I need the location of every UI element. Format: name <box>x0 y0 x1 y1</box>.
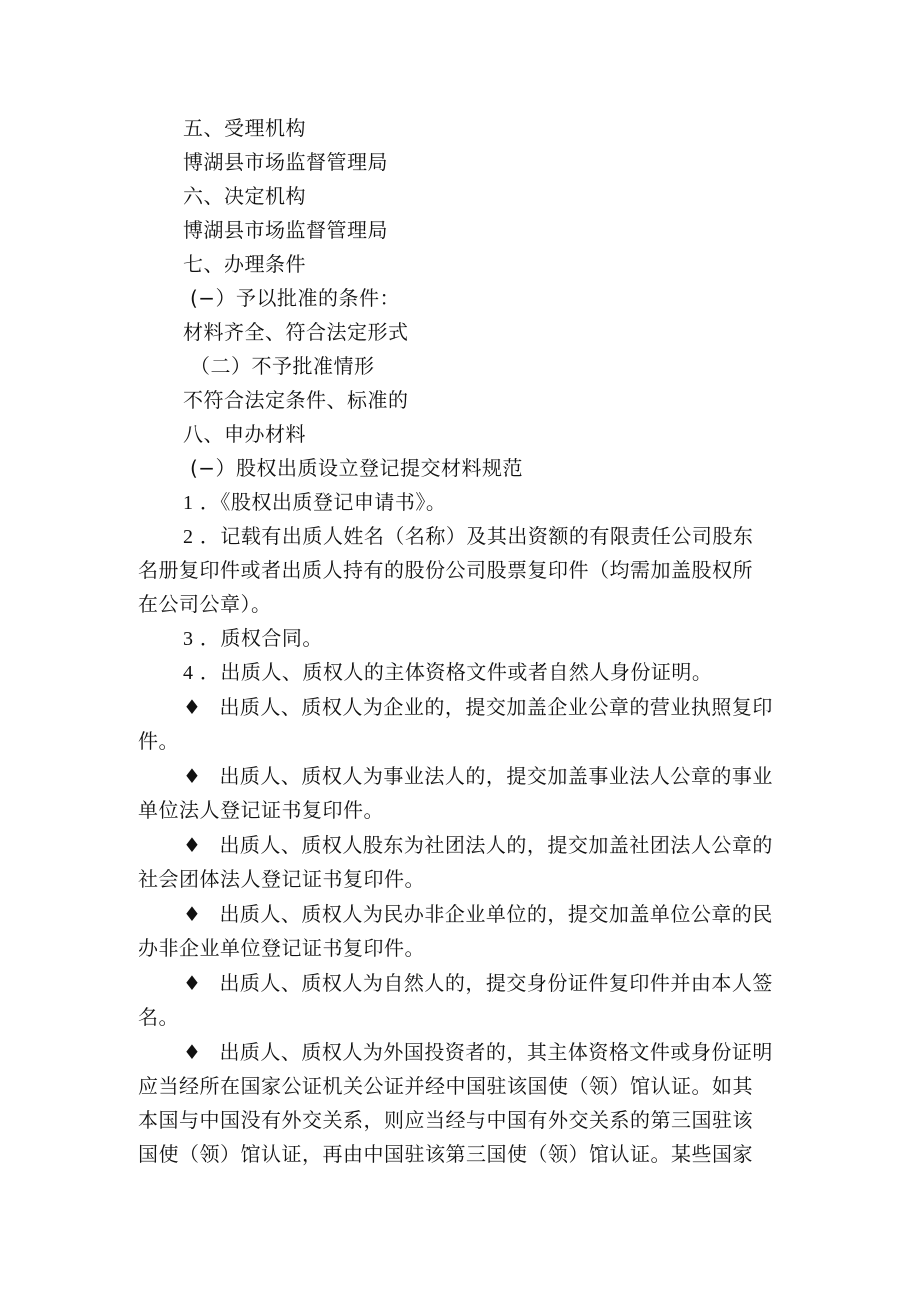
item-text: ．《股权出质登记申请书》。 <box>199 490 447 514</box>
materials-spec-heading: (−）股权出质设立登记提交材料规范 <box>190 456 524 480</box>
bullet-text-continued: 本国与中国没有外交关系，则应当经与中国有外交关系的第三国驻该 <box>138 1108 753 1132</box>
reject-conditions-heading: （二）不予批准情形 <box>190 354 375 378</box>
bullet-item <box>183 764 773 788</box>
reject-conditions-body: 不符合法定条件、标准的 <box>183 388 409 412</box>
section-6-heading: 六、决定机构 <box>183 184 306 208</box>
item-number: 4 <box>183 662 193 684</box>
bullet-text: 出质人、质权人为外国投资者的，其主体资格文件或身份证明 <box>219 1040 773 1064</box>
bullet-text-continued: 件。 <box>138 729 179 753</box>
bullet-item <box>183 695 773 719</box>
list-item <box>183 660 712 685</box>
section-8-heading: 八、申办材料 <box>183 422 306 446</box>
diamond-bullet-icon: ♦ <box>183 971 202 995</box>
section-5-body: 博湖县市场监督管理局 <box>183 150 388 174</box>
item-text: ．记载有出质人姓名（名称）及其出资额的有限责任公司股东 <box>199 524 754 548</box>
bullet-text-continued: 名。 <box>138 1005 179 1029</box>
bullet-text: 出质人、质权人为事业法人的，提交加盖事业法人公章的事业 <box>219 764 773 788</box>
item-number: 3 <box>183 628 193 650</box>
diamond-bullet-icon: ♦ <box>183 764 202 788</box>
section-6-body: 博湖县市场监督管理局 <box>183 218 388 242</box>
bullet-text: 出质人、质权人为民办非企业单位的，提交加盖单位公章的民 <box>219 902 773 926</box>
item-text: ．出质人、质权人的主体资格文件或者自然人身份证明。 <box>199 660 713 684</box>
item-text: ．质权合同。 <box>199 626 323 650</box>
diamond-bullet-icon: ♦ <box>183 1040 202 1064</box>
list-item <box>183 490 446 515</box>
item-number: 1 <box>183 492 193 514</box>
bullet-text-continued: 国使（领）馆认证，再由中国驻该第三国使（领）馆认证。某些国家 <box>138 1142 753 1166</box>
bullet-text-continued: 应当经所在国家公证机关公证并经中国驻该国使（领）馆认证。如其 <box>138 1074 753 1098</box>
approve-conditions-heading: (−）予以批准的条件： <box>190 286 401 310</box>
section-7-heading: 七、办理条件 <box>183 252 306 276</box>
section-5-heading: 五、受理机构 <box>183 116 306 140</box>
bullet-item <box>183 833 773 857</box>
approve-conditions-body: 材料齐全、符合法定形式 <box>183 320 409 344</box>
bullet-item <box>183 971 773 995</box>
diamond-bullet-icon: ♦ <box>183 833 202 857</box>
bullet-item <box>183 902 773 926</box>
bullet-text: 出质人、质权人为自然人的，提交身份证件复印件并由本人签 <box>219 971 773 995</box>
bullet-text-continued: 办非企业单位登记证书复印件。 <box>138 936 425 960</box>
diamond-bullet-icon: ♦ <box>183 695 202 719</box>
bullet-text: 出质人、质权人为企业的，提交加盖企业公章的营业执照复印 <box>219 695 773 719</box>
item-number: 2 <box>183 526 193 548</box>
bullet-text-continued: 单位法人登记证书复印件。 <box>138 798 384 822</box>
list-item <box>183 626 323 651</box>
bullet-item <box>183 1040 773 1064</box>
bullet-text: 出质人、质权人股东为社团法人的，提交加盖社团法人公章的 <box>219 833 773 857</box>
bullet-text-continued: 社会团体法人登记证书复印件。 <box>138 867 425 891</box>
list-item <box>183 524 753 549</box>
diamond-bullet-icon: ♦ <box>183 902 202 926</box>
item-text-continued: 在公司公章）。 <box>138 592 272 616</box>
item-text-continued: 名册复印件或者出质人持有的股份公司股票复印件（均需加盖股权所 <box>138 558 753 582</box>
